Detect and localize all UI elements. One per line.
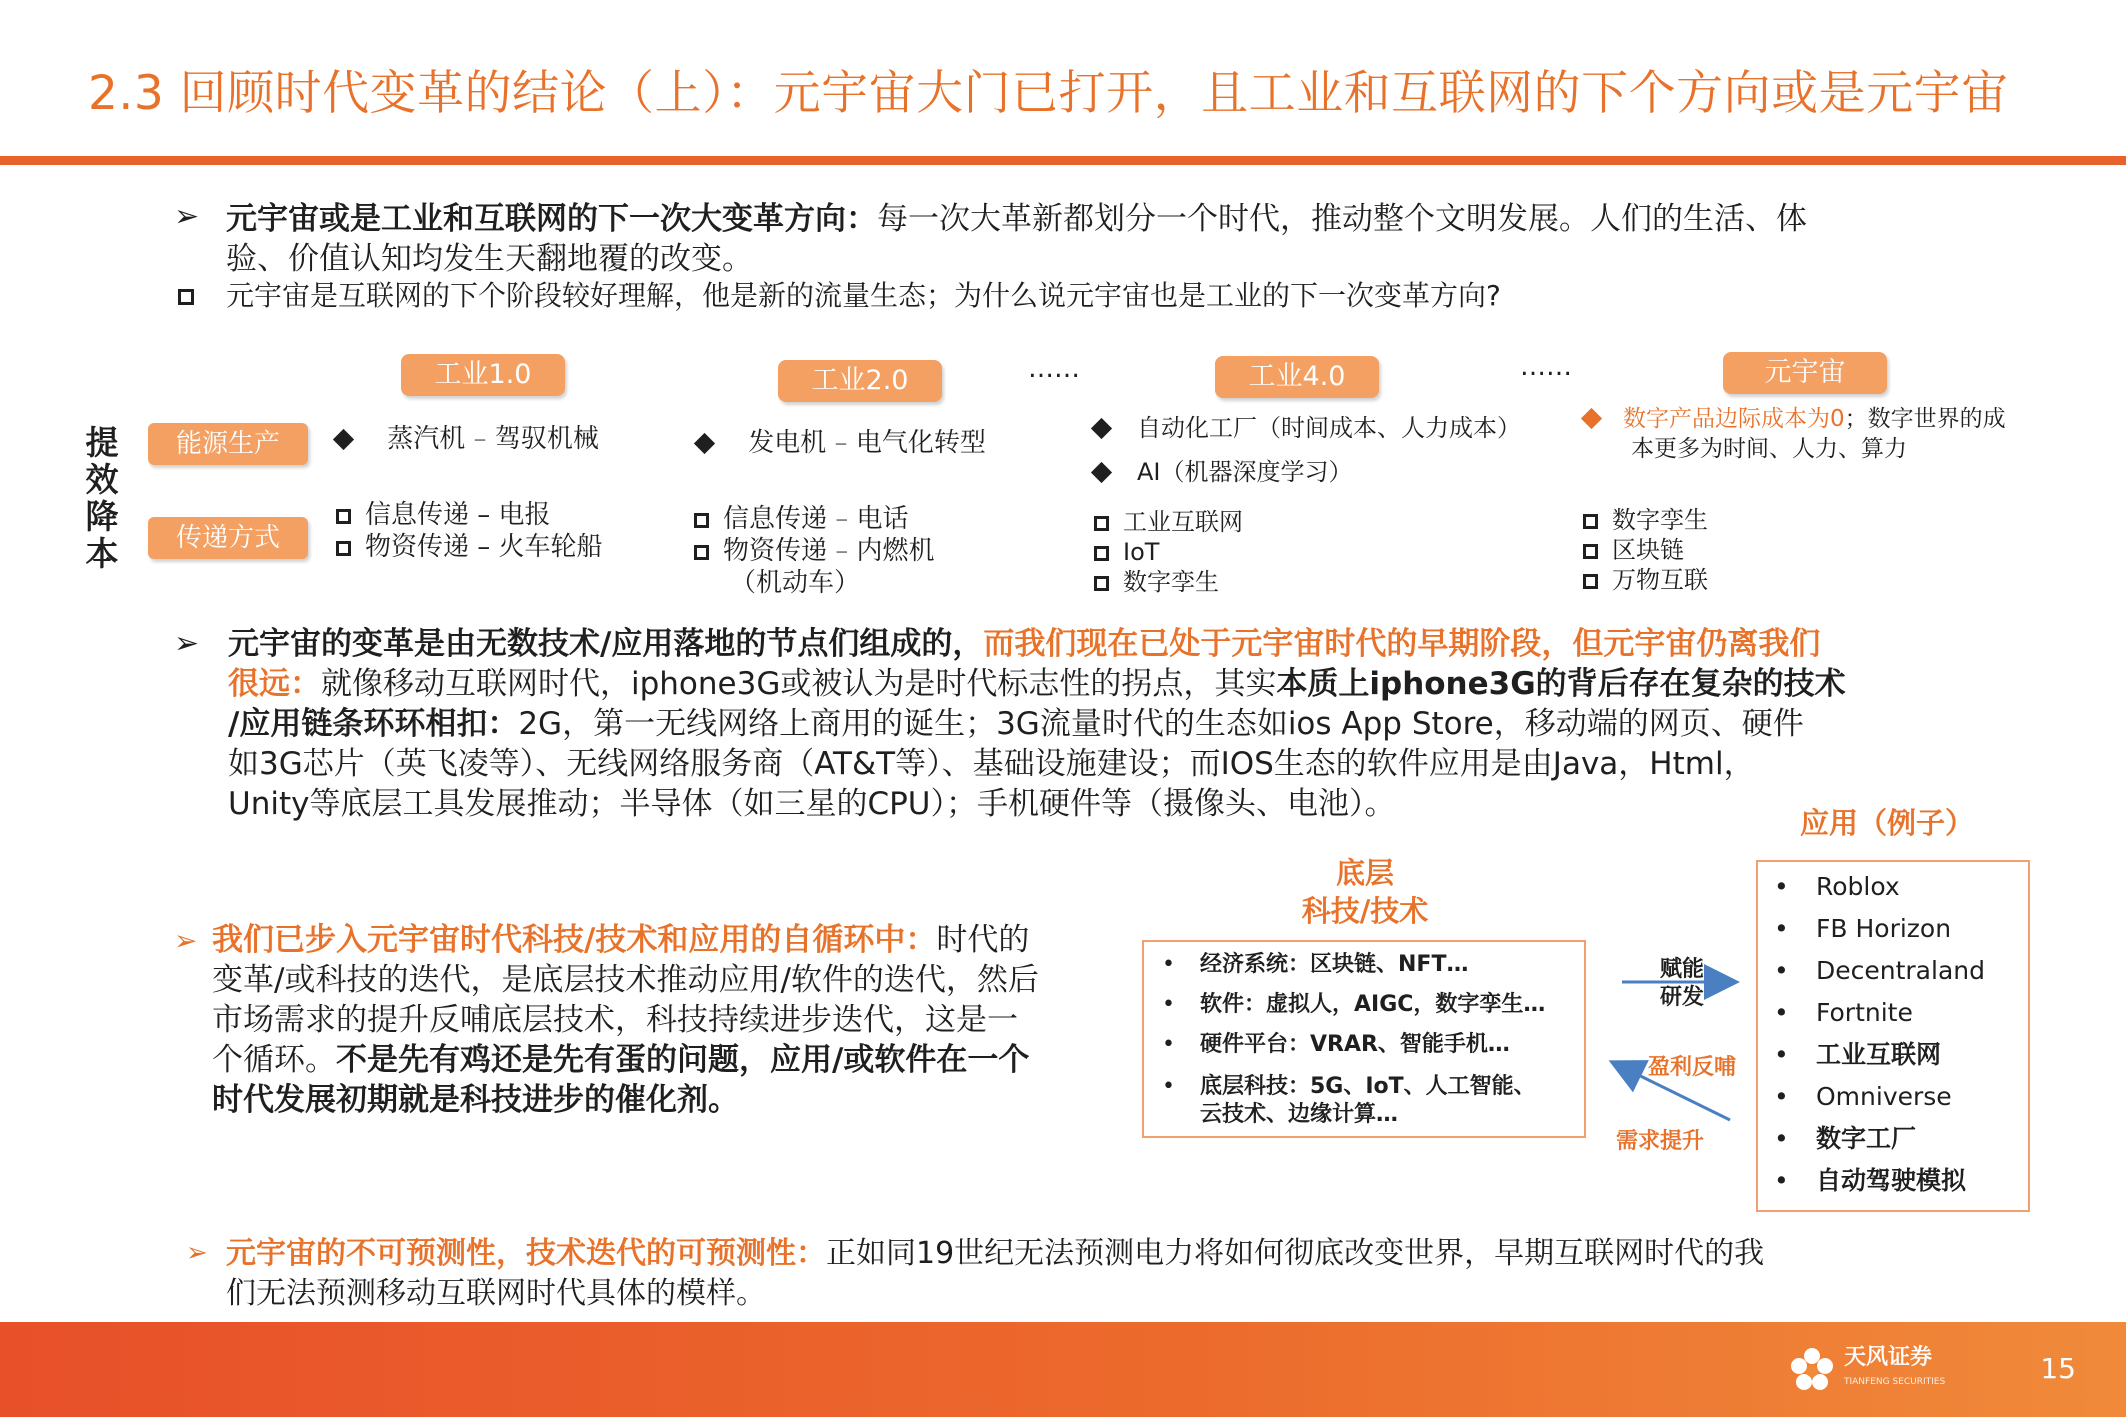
era4-energy: 自动化工厂（时间成本、人力成本） AI（机器深度学习）	[1094, 406, 1521, 494]
arrow-label-demand: 需求提升	[1616, 1129, 1705, 1154]
intro-bold: 元宇宙或是工业和互联网的下一次大变革方向：	[226, 201, 877, 237]
row-label-transmission: 传递方式	[148, 517, 308, 559]
diamond-bullet-icon	[333, 429, 354, 450]
brand-logo	[1786, 1340, 1945, 1400]
era2-energy: 发电机 – 电气化转型	[697, 427, 986, 459]
row-label-energy: 能源生产	[148, 423, 308, 465]
metaverse-transmission: 数字孪生 区块链 万物互联	[1583, 505, 1708, 595]
brand-flower-icon	[1786, 1344, 1838, 1396]
section2-paragraph: 元宇宙的变革是由无数技术/应用落地的节点们组成的，而我们现在已处于元宇宙时代的早期阶段，但元宇宙仍离我们 很远：就像移动互联网时代，iphone3G或被认为是时代标志性的拐点，其实本质上iphone3G的背后存在复杂的技术 /应用链条环环相扣：2G，第一无线网络上商用的诞生；3G流量时代的生态如ios App Store，移动端的网页、硬件 如3G芯片（英飞凌等）、无线网络服务商（AT&T等）、基础设施建设；而IOS生态的软件应用是由Java，Html， Unity等底层工具发展推动；半导体（如三星的CPU）；手机硬件等（摄像头、电池）。	[228, 626, 1846, 822]
diamond-bullet-icon	[694, 433, 715, 454]
page-title: 2.3 回顾时代变革的结论（上）：元宇宙大门已打开，且工业和互联网的下个方向或是元宇宙	[88, 66, 2009, 121]
diamond-bullet-icon	[1091, 462, 1112, 483]
square-bullet-icon	[1094, 576, 1109, 591]
square-bullet-icon	[178, 286, 194, 305]
vertical-char: 降	[85, 497, 119, 536]
arrow-bullet: ➢	[186, 1238, 208, 1268]
era-pill-industry-2: 工业2.0	[778, 360, 942, 402]
square-bullet-icon	[336, 509, 351, 524]
vertical-char: 效	[85, 460, 119, 499]
square-bullet-icon	[336, 541, 351, 556]
metaverse-energy: 数字产品边际成本为0；数字世界的成 本更多为时间、人力、算力	[1584, 404, 2006, 464]
arrow-bullet: ➢	[174, 924, 198, 957]
diamond-bullet-icon	[1581, 408, 1602, 429]
vertical-char: 本	[85, 534, 119, 573]
app-title: 应用（例子）	[1800, 806, 1975, 840]
brand-name: 天风证券	[1844, 1345, 1933, 1370]
square-bullet-icon	[694, 545, 709, 560]
era1-transmission: 信息传递 – 电报 物资传递 – 火车轮船	[336, 499, 603, 563]
ellipsis: ……	[1520, 352, 1572, 382]
vertical-label	[82, 424, 122, 572]
section3-paragraph: 我们已步入元宇宙时代科技/技术和应用的自循环中：时代的 变革/或科技的迭代，是底层技术推动应用/软件的迭代，然后 市场需求的提升反哺底层技术，科技持续进步迭代，这是一 个循环。不是先有鸡还是先有蛋的问题，应用/或软件在一个 时代发展初期就是科技进步的催化剂。	[212, 922, 1039, 1118]
title-divider	[0, 156, 2126, 165]
square-bullet-icon	[1094, 546, 1109, 561]
intro-question: 元宇宙是互联网的下个阶段较好理解，他是新的流量生态；为什么说元宇宙也是工业的下一次变革方向?	[226, 279, 1501, 312]
diamond-bullet-icon	[1091, 418, 1112, 439]
app-list: • Roblox • FB Horizon • Decentraland • Fortnite • 工业互联网 • Omniverse • 数字工厂 • 自动驾驶模拟	[1774, 872, 1985, 1195]
arrow-label-feedback: 盈利反哺	[1648, 1055, 1737, 1080]
intro-paragraph	[226, 199, 1986, 279]
era-pill-metaverse: 元宇宙	[1723, 352, 1887, 394]
era-pill-industry-1: 工业1.0	[401, 354, 565, 396]
square-bullet-icon	[1583, 514, 1598, 529]
vertical-char: 提	[85, 423, 119, 462]
intro-text-1: 每一次大革新都划分一个时代，推动整个文明发展。人们的生活、体	[877, 201, 1807, 237]
square-bullet-icon	[694, 513, 709, 528]
arrow-bullet: ➢	[174, 626, 200, 661]
era-pill-industry-4: 工业4.0	[1215, 356, 1379, 398]
arrow-bullet: ➢	[174, 199, 200, 234]
arrow-label-top: 赋能 研发	[1660, 957, 1705, 1010]
brand-subtitle: TIANFENG SECURITIES	[1844, 1377, 1946, 1387]
era4-transmission: 工业互联网 IoT 数字孪生	[1094, 507, 1243, 597]
square-bullet-icon	[1583, 574, 1598, 589]
base-tech-subtitle: 科技/技术	[1301, 894, 1429, 928]
square-bullet-icon	[1094, 516, 1109, 531]
section4-paragraph: 元宇宙的不可预测性，技术迭代的可预测性：正如同19世纪无法预测电力将如何彻底改变世界，早期互联网时代的我 们无法预测移动互联网时代具体的模样。	[226, 1236, 1765, 1311]
square-bullet-icon	[1583, 544, 1598, 559]
base-tech-title: 底层	[1335, 856, 1394, 890]
intro-text-2: 验、价值认知均发生天翻地覆的改变。	[226, 241, 753, 277]
era1-energy: 蒸汽机 – 驾驭机械	[336, 423, 599, 455]
base-tech-list: • 经济系统：区块链、NFT… • 软件：虚拟人，AIGC，数字孪生… • 硬件平台：VRAR、智能手机… • 底层科技：5G、IoT、人工智能、 云技术、边缘计算…	[1162, 952, 1546, 1127]
era2-transmission: 信息传递 – 电话 物资传递 – 内燃机 （机动车）	[694, 503, 935, 599]
ellipsis: ……	[1028, 354, 1080, 384]
page-number: 15	[2040, 1352, 2076, 1385]
